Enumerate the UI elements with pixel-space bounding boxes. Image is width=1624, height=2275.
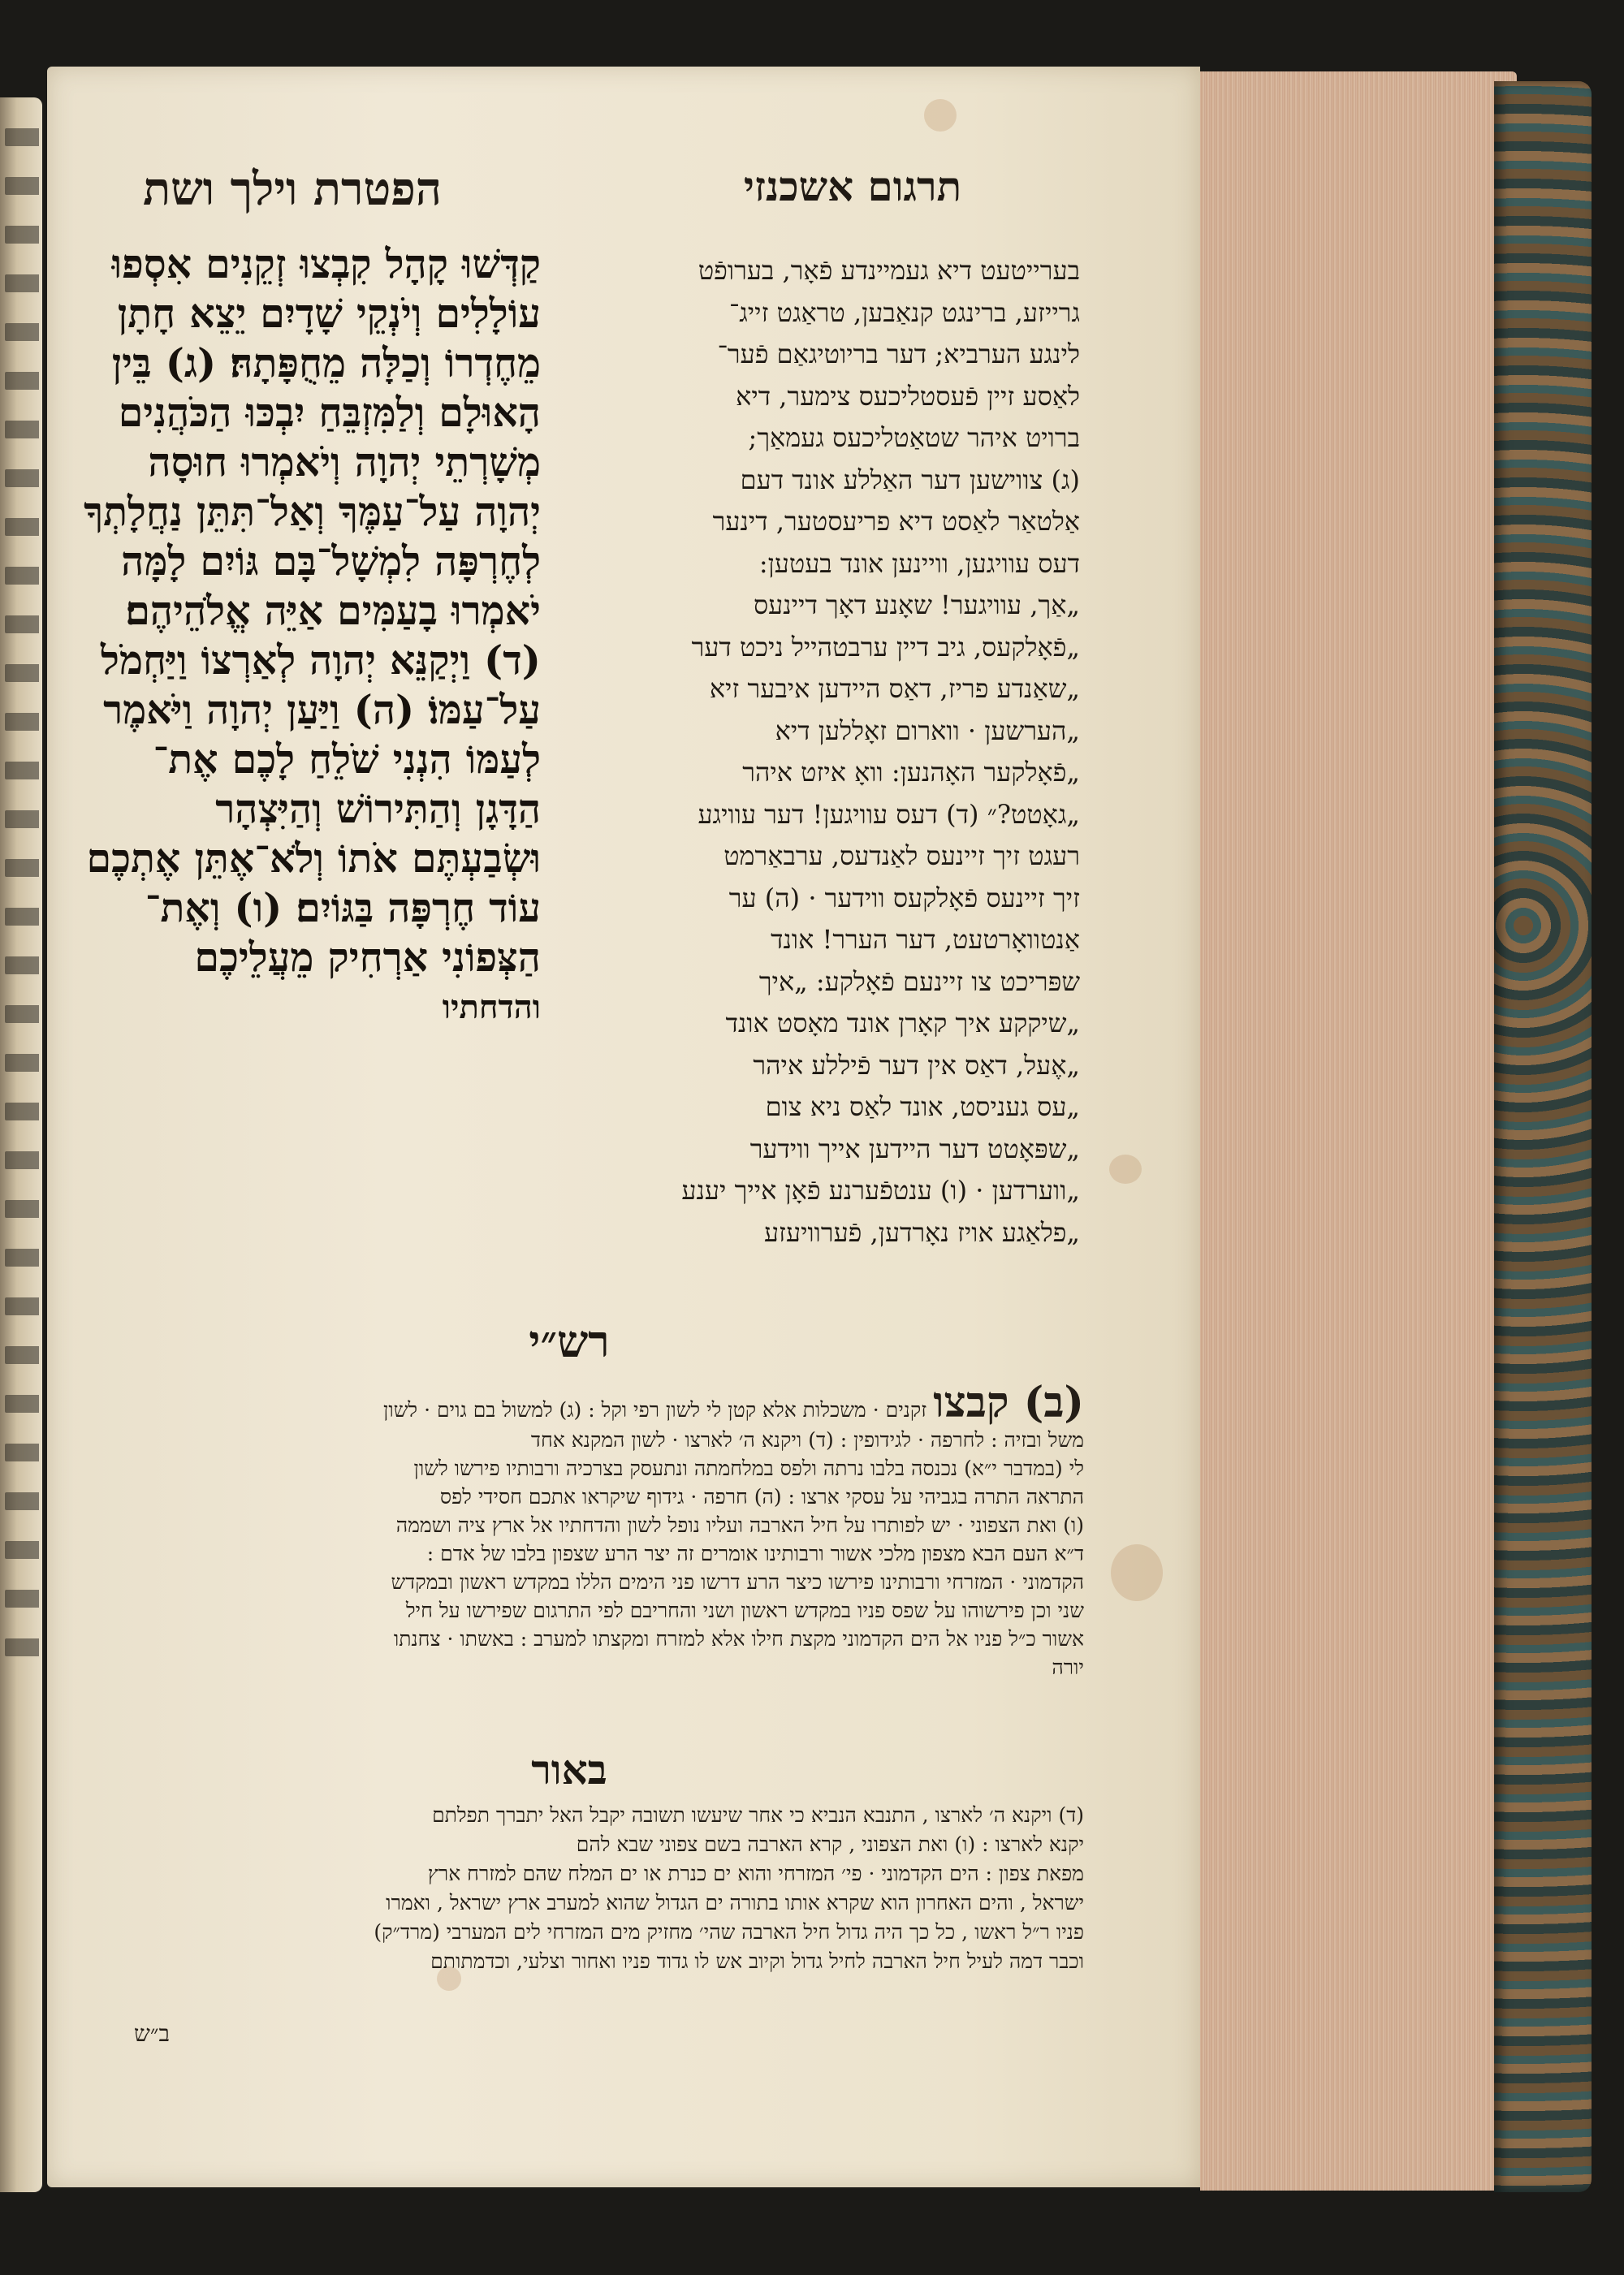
hebrew-line: מְשָׁרְתֵי יְהוָה וְיֹאמְרוּ חוּסָה — [148, 438, 541, 486]
translation-line: זיך זיינעס פֿאָלקעס ווידער · (ה) ער — [728, 882, 1080, 913]
hebrew-text-column — [54, 240, 541, 1032]
hebrew-line: הַצְּפוֹנִי אַרְחִיק מֵעֲלֵיכֶם — [194, 934, 541, 981]
running-header-translation: תרגום אשכנזי — [743, 162, 962, 210]
translation-line: ברויט איהר שטאַטליכעס געמאַך; — [748, 422, 1080, 453]
hebrew-line: יְהוָה עַל־עַמֶּךָ וְאַל־תִּתֵּן נַחֲלָתְךָ — [84, 488, 541, 535]
hebrew-line: יֹאמְרוּ בָעַמִּים אַיֵּה אֱלֹהֵיהֶם׃ — [125, 587, 541, 634]
translation-line: „פֿאָלקעס, גיב דיין ערבטהייל ניכט דער — [691, 631, 1080, 663]
hebrew-line: קַדְּשׁוּ קָהָל קִבְצוּ זְקֵנִים אִסְפוּ — [111, 240, 541, 287]
biur-line: וכבר דמה לעיל חיל הארבה לחיל גדול וקיוב אש לו גדוד פניו ואחור וצלעי, וכדמתותם — [430, 1949, 1084, 1973]
translation-line: „אֶעל, דאַס אין דער פֿיללע איהר — [753, 1049, 1080, 1081]
translation-line: „הערשען · ווארום זאָללען דיא — [775, 714, 1080, 746]
translation-line: „עס געניסט, אונד לאַס ניא צום — [765, 1091, 1080, 1122]
translation-line: (ג) צווישען דער האַללע אונד דעם — [740, 464, 1080, 495]
hebrew-line: מֵחֶדְרוֹ וְכַלָּה מֵחֻפָּתָהּ׃ (ג) בֵּין — [111, 339, 541, 386]
biur-heading: באור — [531, 1746, 607, 1794]
hebrew-line: לְעַמּוֹ הִנְנִי שֹׁלֵחַ לָכֶם אֶת־ — [153, 736, 541, 783]
foxing-stain — [1111, 1544, 1163, 1601]
biur-line: (ד) ויקנא ה׳ לארצו , התנבא הנביא כי אחר שיעשו תשובה יקבל האל יתברך תפלתם — [432, 1803, 1084, 1827]
previous-page-text-fragments — [0, 97, 39, 2127]
biur-line: יקנא לארצו : (ו) ואת הצפוני , קרא הארבה בשם צפוני שבא להם — [576, 1833, 1084, 1856]
rashi-line: אשור כ״ל פניו אל הים הקדמוני מקצת חילו אלא למזרח ומקצתו למערב : באשתו · צחנתו — [393, 1627, 1084, 1651]
translation-line: „שיקקע איך קאָרן אונד מאָסט אונד — [725, 1008, 1080, 1038]
biur-commentary — [57, 1801, 1084, 1976]
hebrew-line: עוֹד חֶרְפָּה בַּגּוֹיִם׃ (ו) וְאֶת־ — [145, 884, 541, 931]
hebrew-line: (ד) וַיְקַנֵּא יְהוָה לְאַרְצוֹ וַיַּחְמֹל — [101, 637, 541, 684]
translation-line: בערייטעט דיא געמיינדע פֿאָר, בערופֿט — [698, 255, 1080, 286]
biur-line: ישראל , והים האחרון הוא שקרא אותו בתורה ים הגדול שהוא למערב ארץ ישראל , ואמרו — [386, 1891, 1084, 1915]
translation-line: דעס עוויגען, וויינען אונד בעטען: — [758, 547, 1080, 579]
translation-line: אַנטוואָרטעט, דער הערר! אונד — [771, 924, 1080, 955]
running-header-haftarah: הפטרת וילך ושת — [143, 162, 442, 216]
rashi-line-text: זקנים · משכלות אלא קטן לי לשון רפי וקל : (ג) למשול בם גוים · לשון — [382, 1398, 927, 1422]
rashi-line: התראה התרה בגביהי על עסקי ארצו : (ה) חרפה · גידוף שיקראו אתכם חסידי לפס — [439, 1485, 1084, 1509]
translation-line: „פֿאָלקער האָהנען: וואָ איזט איהר — [742, 757, 1080, 788]
rashi-line: שני וכן פירשוהו על שפס פניו במקדש ראשון ושני והחריבם לפי התרגום שפירשו על חיל — [405, 1599, 1084, 1622]
foxing-stain — [1109, 1155, 1142, 1184]
translation-line: „שאַנדע פריז, דאַס היידען איבער זיא — [709, 673, 1080, 704]
hebrew-line: לְחֶרְפָּה לִמְשָׁל־בָּם גּוֹיִם לָמָּה — [121, 537, 541, 585]
biur-line: פניו ר״ל ראשו , כל כך היה גדול חיל הארבה שהי׳ מחזיק מים המזרחי לים המערבי (מרד״ק) — [374, 1920, 1084, 1944]
rashi-line: לי (במדבר י״א) נכנסה בלבו נרתה ולפס במלחמתה ונתעסק בצרכיה ורבותיו פירשו לשון — [413, 1457, 1084, 1480]
translation-line: „ווערדען · (ו) ענטפֿערנע פֿאָן אייך יענע — [681, 1175, 1080, 1206]
rashi-line: (ו) ואת הצפוני · יש לפותרו על חיל הארבה ועליו נופל לשון והדחתיו אל ארץ ציה ושממה — [395, 1513, 1084, 1537]
page-fore-edge — [1200, 71, 1517, 2191]
foxing-stain — [924, 99, 957, 132]
translation-line: „שפּאָטט דער היידען אייך ווידער — [749, 1133, 1080, 1164]
translation-line: שפּריכט צו זיינעם פֿאָלקע: „איך — [758, 965, 1080, 997]
rashi-line: יורה — [1052, 1656, 1084, 1679]
translation-line: אַלטאַר לאַסט דיא פריעסטער, דינער — [712, 506, 1080, 537]
catchword: והדחתיו — [442, 988, 541, 1026]
signature-mark: ב״ש — [134, 2020, 170, 2047]
marbled-cover-board — [1494, 81, 1592, 2192]
translation-line: „אַך, עוויגער! שאָנע דאָך דיינעס — [753, 589, 1080, 620]
rashi-line: ד״א העם הבא מצפון מלכי אשור ורבותינו אומרים זה יצר הרע שצפון בלבו של אדם : — [426, 1542, 1084, 1565]
rashi-line: משל ובזיה : לחרפה · לגידופין : (ד) ויקנא ה׳ לארצו · לשון המקנא אחד — [530, 1428, 1084, 1452]
translation-line: „גאָטט?״ (ד) דעס עוויגען! דער עוויגע — [698, 798, 1080, 830]
translation-line: רעגט זיך זיינעס לאַנדעס, ערבאַרמט — [723, 840, 1080, 871]
rashi-lead-word: (ב) קבצו — [933, 1380, 1084, 1426]
translation-line: לאַסע זיין פֿעסטליכעס צימער, דיא — [736, 380, 1080, 412]
hebrew-line: עוֹלָלִים וְיֹנְקֵי שָׁדָיִם יֵצֵא חָתָן — [117, 290, 541, 337]
hebrew-line: הַדָּגָן וְהַתִּירוֹשׁ וְהַיִּצְהָר — [215, 785, 541, 832]
rashi-heading: רש״י — [529, 1315, 610, 1367]
hebrew-line: וּשְׂבַעְתֶּם אֹתוֹ וְלֹא־אֶתֵּן אֶתְכֶם — [86, 835, 541, 882]
translation-line: „פלאַגע אויז נאָרדען, פֿערוויעזע — [763, 1216, 1080, 1248]
translation-line: גרייזע, ברינגט קנאַבען, טראַגט זייג־ — [728, 296, 1080, 328]
hebrew-line: הָאוּלָם וְלַמִּזְבֵּחַ יִבְכּוּ הַכֹּהֲנִים — [118, 389, 541, 436]
translation-line: לינגע הערביא; דער בריוטיגאַם פֿער־ — [717, 339, 1080, 369]
rashi-commentary — [57, 1380, 1084, 1681]
rashi-line — [57, 1380, 1084, 1426]
rashi-line: הקדמוני · המזרחי ורבותינו פירשו כיצר הרע דרשו פני הימים הללו במקדש ראשון ובמקדש — [391, 1570, 1084, 1594]
biur-line: מפאת צפון : הים הקדמוני · פי׳ המזרחי והוא ים כנרת או ים המלח שהם למזרח ארץ — [427, 1862, 1084, 1885]
yiddish-translation-column — [560, 250, 1080, 1254]
hebrew-line: עַל־עַמּוֹ׃ (ה) וַיַּעַן יְהוָה וַיֹּאמֶר — [103, 686, 541, 733]
